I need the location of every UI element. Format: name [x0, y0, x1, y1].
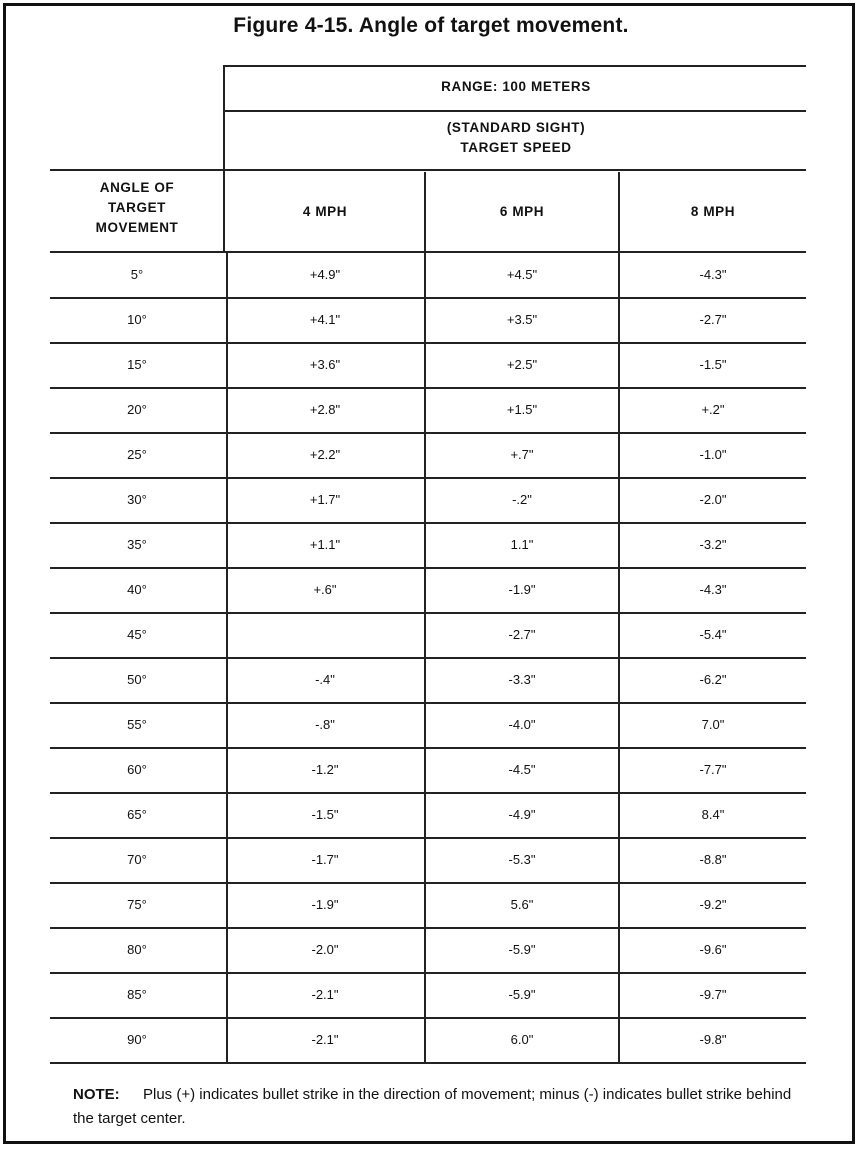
- mph4-cell: +.6": [313, 582, 337, 597]
- angle-header-line2: TARGET: [107, 200, 167, 215]
- angle-header-line3: MOVEMENT: [95, 220, 179, 235]
- angle-cell: 60°: [127, 762, 147, 777]
- note-label: NOTE:: [73, 1086, 120, 1103]
- range-header: RANGE: 100 METERS: [441, 79, 591, 94]
- mph4-cell: +4.1": [309, 312, 341, 327]
- mph8-cell: -9.2": [699, 897, 727, 912]
- angle-header-line1: ANGLE OF: [99, 180, 175, 195]
- mph4-cell: -2.1": [311, 1032, 339, 1047]
- column-header-8mph: 8 MPH: [690, 204, 736, 219]
- mph6-cell: -3.3": [508, 672, 536, 687]
- mph4-cell: -1.9": [311, 897, 339, 912]
- range-rule: [224, 110, 806, 112]
- mph8-cell: -7.7": [699, 762, 727, 777]
- mph4-cell: -1.7": [311, 852, 339, 867]
- mph4-cell: +4.9": [309, 267, 341, 282]
- mph8-cell: -5.4": [699, 627, 727, 642]
- row-rule: [50, 1062, 806, 1064]
- angle-cell: 70°: [127, 852, 147, 867]
- mph4-cell: +2.8": [309, 402, 341, 417]
- mph4-cell: +3.6": [309, 357, 341, 372]
- angle-cell: 5°: [130, 267, 144, 282]
- mph8-cell: 7.0": [701, 717, 725, 732]
- table-top-rule: [224, 65, 806, 67]
- mph4-cell: [226, 612, 424, 657]
- mph8-cell: -9.8": [699, 1032, 727, 1047]
- mph4-cell: -1.2": [311, 762, 339, 777]
- mph6-cell: +.7": [510, 447, 534, 462]
- mph6-cell: -1.9": [508, 582, 536, 597]
- mph8-cell: +.2": [701, 402, 725, 417]
- figure-title: Figure 4-15. Angle of target movement.: [233, 14, 629, 37]
- mph6-cell: -.2": [512, 492, 532, 507]
- angle-cell: 30°: [127, 492, 147, 507]
- angle-cell: 90°: [127, 1032, 147, 1047]
- angle-cell: 85°: [127, 987, 147, 1002]
- mph6-cell: -2.7": [508, 627, 536, 642]
- mph6-cell: -5.9": [508, 942, 536, 957]
- column-header-top-rule: [50, 169, 806, 171]
- mph6-cell: +3.5": [506, 312, 538, 327]
- mph6-cell: -4.5": [508, 762, 536, 777]
- angle-cell: 50°: [127, 672, 147, 687]
- mph6-cell: -4.9": [508, 807, 536, 822]
- mph8-cell: -1.0": [699, 447, 727, 462]
- mph6-cell: 5.6": [510, 897, 534, 912]
- mph6-cell: -5.3": [508, 852, 536, 867]
- mph4-cell: -2.0": [311, 942, 339, 957]
- mph8-cell: -4.3": [699, 582, 727, 597]
- mph4-cell: +1.1": [309, 537, 341, 552]
- mph6-cell: 1.1": [510, 537, 534, 552]
- angle-cell: 80°: [127, 942, 147, 957]
- mph4-cell: -.8": [315, 717, 335, 732]
- mph8-cell: -1.5": [699, 357, 727, 372]
- table-note: [73, 1083, 813, 1131]
- angle-cell: 25°: [127, 447, 147, 462]
- angle-cell: 65°: [127, 807, 147, 822]
- mph4-cell: -.4": [315, 672, 335, 687]
- mph6-cell: +2.5": [506, 357, 538, 372]
- angle-cell: 15°: [127, 357, 147, 372]
- mph8-cell: -8.8": [699, 852, 727, 867]
- mph4-cell: +2.2": [309, 447, 341, 462]
- mph8-cell: -2.7": [699, 312, 727, 327]
- mph8-cell: -6.2": [699, 672, 727, 687]
- angle-cell: 20°: [127, 402, 147, 417]
- mph8-cell: 8.4": [701, 807, 725, 822]
- angle-cell: 75°: [127, 897, 147, 912]
- mph8-cell: -9.6": [699, 942, 727, 957]
- angle-cell: 40°: [127, 582, 147, 597]
- note-text: Plus (+) indicates bullet strike in the direction of movement; minus (-) indicates bullet strike behind the target center.: [73, 1086, 792, 1127]
- mph6-cell: +1.5": [506, 402, 538, 417]
- sight-header-line2: TARGET SPEED: [460, 140, 572, 155]
- column-header-6mph: 6 MPH: [499, 204, 545, 219]
- mph6-cell: -4.0": [508, 717, 536, 732]
- mph6-cell: -5.9": [508, 987, 536, 1002]
- mph8-cell: -4.3": [699, 267, 727, 282]
- sight-header-line1: (STANDARD SIGHT): [446, 120, 586, 135]
- mph6-cell: +4.5": [506, 267, 538, 282]
- angle-cell: 55°: [127, 717, 147, 732]
- mph4-cell: -2.1": [311, 987, 339, 1002]
- mph8-cell: -3.2": [699, 537, 727, 552]
- mph8-cell: -9.7": [699, 987, 727, 1002]
- mph4-cell: +1.7": [309, 492, 341, 507]
- mph4-cell: -1.5": [311, 807, 339, 822]
- angle-cell: 35°: [127, 537, 147, 552]
- mph8-cell: -2.0": [699, 492, 727, 507]
- mph6-cell: 6.0": [510, 1032, 534, 1047]
- column-header-4mph: 4 MPH: [302, 204, 348, 219]
- angle-cell: 45°: [127, 627, 147, 642]
- angle-cell: 10°: [127, 312, 147, 327]
